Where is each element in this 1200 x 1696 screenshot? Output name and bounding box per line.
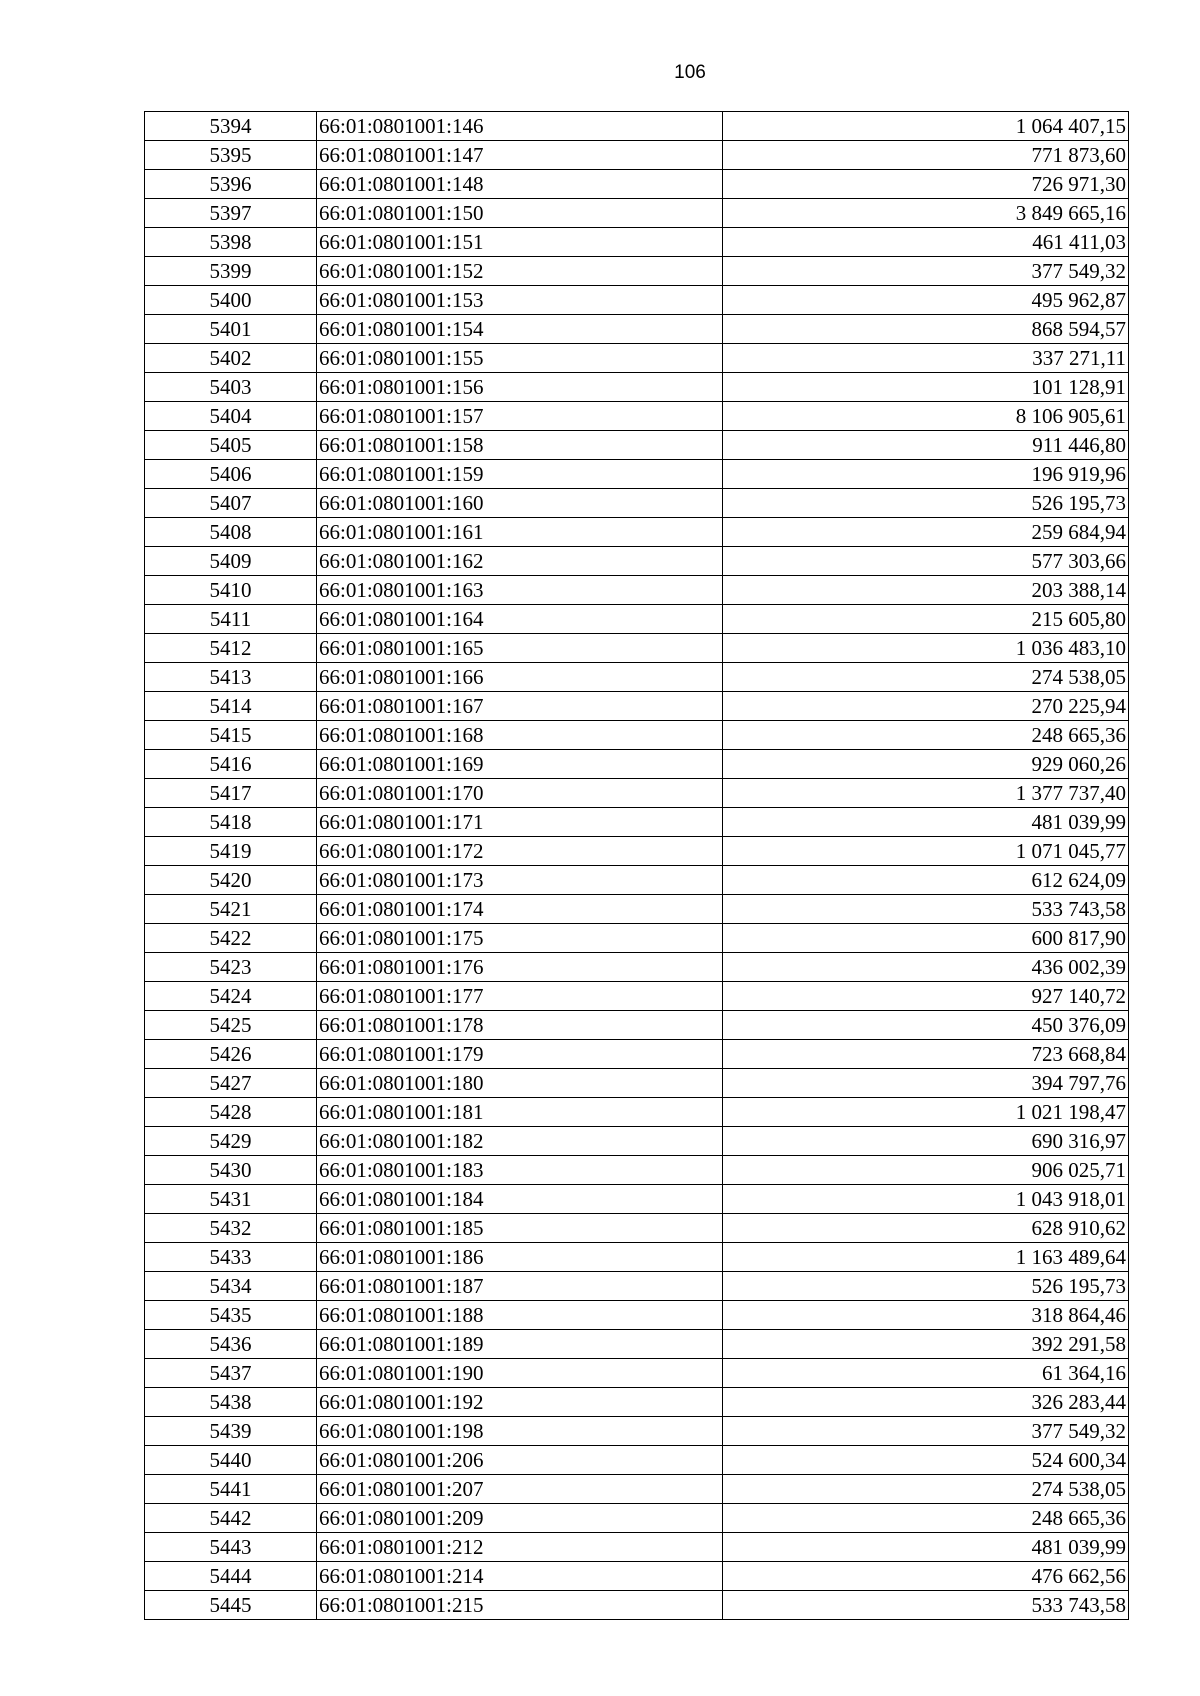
cadastral-number: 66:01:0801001:175 — [317, 924, 723, 953]
row-number: 5436 — [145, 1330, 317, 1359]
table-row — [145, 1533, 1129, 1562]
row-number: 5415 — [145, 721, 317, 750]
cadastral-number: 66:01:0801001:169 — [317, 750, 723, 779]
table-row — [145, 1069, 1129, 1098]
cadastral-value: 326 283,44 — [723, 1388, 1129, 1417]
table-row — [145, 199, 1129, 228]
cadastral-number: 66:01:0801001:161 — [317, 518, 723, 547]
table-row — [145, 1214, 1129, 1243]
row-number: 5396 — [145, 170, 317, 199]
row-number: 5422 — [145, 924, 317, 953]
cadastral-value-table — [144, 111, 1129, 1620]
cadastral-number: 66:01:0801001:206 — [317, 1446, 723, 1475]
table-row — [145, 837, 1129, 866]
cadastral-value: 61 364,16 — [723, 1359, 1129, 1388]
cadastral-number: 66:01:0801001:146 — [317, 112, 723, 141]
cadastral-value: 203 388,14 — [723, 576, 1129, 605]
cadastral-value: 461 411,03 — [723, 228, 1129, 257]
table-row — [145, 170, 1129, 199]
table-row — [145, 547, 1129, 576]
cadastral-value: 868 594,57 — [723, 315, 1129, 344]
cadastral-number: 66:01:0801001:177 — [317, 982, 723, 1011]
table-row — [145, 634, 1129, 663]
cadastral-number: 66:01:0801001:192 — [317, 1388, 723, 1417]
table-row — [145, 1504, 1129, 1533]
row-number: 5429 — [145, 1127, 317, 1156]
cadastral-number: 66:01:0801001:190 — [317, 1359, 723, 1388]
cadastral-value: 723 668,84 — [723, 1040, 1129, 1069]
row-number: 5410 — [145, 576, 317, 605]
cadastral-number: 66:01:0801001:165 — [317, 634, 723, 663]
cadastral-number: 66:01:0801001:214 — [317, 1562, 723, 1591]
row-number: 5416 — [145, 750, 317, 779]
cadastral-value: 526 195,73 — [723, 1272, 1129, 1301]
table-row — [145, 257, 1129, 286]
cadastral-value: 101 128,91 — [723, 373, 1129, 402]
row-number: 5425 — [145, 1011, 317, 1040]
cadastral-value: 526 195,73 — [723, 489, 1129, 518]
row-number: 5423 — [145, 953, 317, 982]
cadastral-value: 929 060,26 — [723, 750, 1129, 779]
table-row — [145, 1098, 1129, 1127]
table-row — [145, 1417, 1129, 1446]
table-row — [145, 1388, 1129, 1417]
cadastral-number: 66:01:0801001:159 — [317, 460, 723, 489]
row-number: 5398 — [145, 228, 317, 257]
cadastral-number: 66:01:0801001:182 — [317, 1127, 723, 1156]
cadastral-number: 66:01:0801001:180 — [317, 1069, 723, 1098]
row-number: 5420 — [145, 866, 317, 895]
row-number: 5402 — [145, 344, 317, 373]
row-number: 5399 — [145, 257, 317, 286]
row-number: 5438 — [145, 1388, 317, 1417]
cadastral-number: 66:01:0801001:183 — [317, 1156, 723, 1185]
cadastral-number: 66:01:0801001:188 — [317, 1301, 723, 1330]
cadastral-number: 66:01:0801001:148 — [317, 170, 723, 199]
row-number: 5395 — [145, 141, 317, 170]
cadastral-value: 377 549,32 — [723, 257, 1129, 286]
table-row — [145, 1301, 1129, 1330]
cadastral-value: 8 106 905,61 — [723, 402, 1129, 431]
row-number: 5437 — [145, 1359, 317, 1388]
cadastral-number: 66:01:0801001:187 — [317, 1272, 723, 1301]
table-row — [145, 1011, 1129, 1040]
cadastral-number: 66:01:0801001:155 — [317, 344, 723, 373]
table-body — [145, 112, 1129, 1620]
cadastral-number: 66:01:0801001:154 — [317, 315, 723, 344]
cadastral-number: 66:01:0801001:162 — [317, 547, 723, 576]
row-number: 5431 — [145, 1185, 317, 1214]
row-number: 5441 — [145, 1475, 317, 1504]
cadastral-value: 436 002,39 — [723, 953, 1129, 982]
table-row — [145, 866, 1129, 895]
table-row — [145, 605, 1129, 634]
cadastral-value: 392 291,58 — [723, 1330, 1129, 1359]
cadastral-number: 66:01:0801001:178 — [317, 1011, 723, 1040]
cadastral-value: 248 665,36 — [723, 721, 1129, 750]
table-row — [145, 924, 1129, 953]
cadastral-number: 66:01:0801001:212 — [317, 1533, 723, 1562]
cadastral-value: 248 665,36 — [723, 1504, 1129, 1533]
cadastral-value: 906 025,71 — [723, 1156, 1129, 1185]
row-number: 5432 — [145, 1214, 317, 1243]
cadastral-value: 481 039,99 — [723, 1533, 1129, 1562]
table-row — [145, 576, 1129, 605]
cadastral-number: 66:01:0801001:198 — [317, 1417, 723, 1446]
cadastral-number: 66:01:0801001:156 — [317, 373, 723, 402]
cadastral-value: 1 043 918,01 — [723, 1185, 1129, 1214]
cadastral-number: 66:01:0801001:186 — [317, 1243, 723, 1272]
row-number: 5405 — [145, 431, 317, 460]
row-number: 5418 — [145, 808, 317, 837]
table-row — [145, 460, 1129, 489]
cadastral-value: 577 303,66 — [723, 547, 1129, 576]
table-row — [145, 228, 1129, 257]
cadastral-value: 771 873,60 — [723, 141, 1129, 170]
cadastral-number: 66:01:0801001:157 — [317, 402, 723, 431]
cadastral-number: 66:01:0801001:172 — [317, 837, 723, 866]
cadastral-value: 1 163 489,64 — [723, 1243, 1129, 1272]
table-row — [145, 1243, 1129, 1272]
cadastral-value: 524 600,34 — [723, 1446, 1129, 1475]
row-number: 5397 — [145, 199, 317, 228]
cadastral-number: 66:01:0801001:153 — [317, 286, 723, 315]
cadastral-number: 66:01:0801001:167 — [317, 692, 723, 721]
table-row — [145, 1127, 1129, 1156]
cadastral-value: 481 039,99 — [723, 808, 1129, 837]
cadastral-number: 66:01:0801001:150 — [317, 199, 723, 228]
table-row — [145, 1156, 1129, 1185]
cadastral-value: 612 624,09 — [723, 866, 1129, 895]
cadastral-number: 66:01:0801001:215 — [317, 1591, 723, 1620]
cadastral-value: 377 549,32 — [723, 1417, 1129, 1446]
row-number: 5421 — [145, 895, 317, 924]
table-row — [145, 315, 1129, 344]
cadastral-value: 1 377 737,40 — [723, 779, 1129, 808]
cadastral-number: 66:01:0801001:184 — [317, 1185, 723, 1214]
cadastral-number: 66:01:0801001:160 — [317, 489, 723, 518]
row-number: 5442 — [145, 1504, 317, 1533]
table-row — [145, 1272, 1129, 1301]
cadastral-value: 3 849 665,16 — [723, 199, 1129, 228]
row-number: 5427 — [145, 1069, 317, 1098]
table-row — [145, 953, 1129, 982]
cadastral-value: 196 919,96 — [723, 460, 1129, 489]
row-number: 5444 — [145, 1562, 317, 1591]
table-row — [145, 663, 1129, 692]
table-row — [145, 344, 1129, 373]
row-number: 5404 — [145, 402, 317, 431]
row-number: 5403 — [145, 373, 317, 402]
cadastral-value: 533 743,58 — [723, 895, 1129, 924]
cadastral-number: 66:01:0801001:185 — [317, 1214, 723, 1243]
table-row — [145, 1330, 1129, 1359]
row-number: 5400 — [145, 286, 317, 315]
cadastral-number: 66:01:0801001:173 — [317, 866, 723, 895]
cadastral-number: 66:01:0801001:163 — [317, 576, 723, 605]
row-number: 5428 — [145, 1098, 317, 1127]
row-number: 5424 — [145, 982, 317, 1011]
row-number: 5434 — [145, 1272, 317, 1301]
row-number: 5414 — [145, 692, 317, 721]
row-number: 5412 — [145, 634, 317, 663]
table-row — [145, 1446, 1129, 1475]
cadastral-value: 533 743,58 — [723, 1591, 1129, 1620]
table-row — [145, 779, 1129, 808]
row-number: 5445 — [145, 1591, 317, 1620]
cadastral-value: 450 376,09 — [723, 1011, 1129, 1040]
table-row — [145, 1185, 1129, 1214]
row-number: 5406 — [145, 460, 317, 489]
row-number: 5394 — [145, 112, 317, 141]
cadastral-number: 66:01:0801001:170 — [317, 779, 723, 808]
cadastral-value: 1 036 483,10 — [723, 634, 1129, 663]
cadastral-value: 600 817,90 — [723, 924, 1129, 953]
table-row — [145, 402, 1129, 431]
row-number: 5408 — [145, 518, 317, 547]
table-row — [145, 721, 1129, 750]
row-number: 5433 — [145, 1243, 317, 1272]
table-row — [145, 112, 1129, 141]
cadastral-value: 337 271,11 — [723, 344, 1129, 373]
cadastral-number: 66:01:0801001:174 — [317, 895, 723, 924]
table-row — [145, 1562, 1129, 1591]
cadastral-number: 66:01:0801001:171 — [317, 808, 723, 837]
cadastral-number: 66:01:0801001:158 — [317, 431, 723, 460]
table-row — [145, 1475, 1129, 1504]
cadastral-value: 628 910,62 — [723, 1214, 1129, 1243]
row-number: 5407 — [145, 489, 317, 518]
cadastral-value: 495 962,87 — [723, 286, 1129, 315]
row-number: 5409 — [145, 547, 317, 576]
table-row — [145, 373, 1129, 402]
cadastral-number: 66:01:0801001:152 — [317, 257, 723, 286]
cadastral-value: 274 538,05 — [723, 663, 1129, 692]
table-row — [145, 489, 1129, 518]
cadastral-number: 66:01:0801001:151 — [317, 228, 723, 257]
row-number: 5419 — [145, 837, 317, 866]
table-row — [145, 286, 1129, 315]
cadastral-value: 1 071 045,77 — [723, 837, 1129, 866]
table-row — [145, 1591, 1129, 1620]
table-row — [145, 1040, 1129, 1069]
table-row — [145, 431, 1129, 460]
cadastral-number: 66:01:0801001:189 — [317, 1330, 723, 1359]
table-row — [145, 982, 1129, 1011]
cadastral-value: 394 797,76 — [723, 1069, 1129, 1098]
row-number: 5439 — [145, 1417, 317, 1446]
cadastral-number: 66:01:0801001:168 — [317, 721, 723, 750]
cadastral-value: 1 064 407,15 — [723, 112, 1129, 141]
cadastral-number: 66:01:0801001:179 — [317, 1040, 723, 1069]
cadastral-value: 476 662,56 — [723, 1562, 1129, 1591]
cadastral-number: 66:01:0801001:164 — [317, 605, 723, 634]
row-number: 5417 — [145, 779, 317, 808]
cadastral-number: 66:01:0801001:209 — [317, 1504, 723, 1533]
cadastral-number: 66:01:0801001:176 — [317, 953, 723, 982]
row-number: 5401 — [145, 315, 317, 344]
cadastral-value: 259 684,94 — [723, 518, 1129, 547]
row-number: 5413 — [145, 663, 317, 692]
cadastral-number: 66:01:0801001:207 — [317, 1475, 723, 1504]
table-row — [145, 1359, 1129, 1388]
cadastral-value: 927 140,72 — [723, 982, 1129, 1011]
cadastral-number: 66:01:0801001:147 — [317, 141, 723, 170]
cadastral-value: 690 316,97 — [723, 1127, 1129, 1156]
cadastral-value: 726 971,30 — [723, 170, 1129, 199]
table-row — [145, 895, 1129, 924]
page-number: 106 — [674, 62, 706, 83]
table-row — [145, 518, 1129, 547]
cadastral-number: 66:01:0801001:181 — [317, 1098, 723, 1127]
row-number: 5426 — [145, 1040, 317, 1069]
row-number: 5430 — [145, 1156, 317, 1185]
cadastral-value: 1 021 198,47 — [723, 1098, 1129, 1127]
row-number: 5443 — [145, 1533, 317, 1562]
cadastral-value: 215 605,80 — [723, 605, 1129, 634]
cadastral-number: 66:01:0801001:166 — [317, 663, 723, 692]
row-number: 5440 — [145, 1446, 317, 1475]
table-row — [145, 692, 1129, 721]
table-row — [145, 141, 1129, 170]
table-row — [145, 750, 1129, 779]
row-number: 5411 — [145, 605, 317, 634]
row-number: 5435 — [145, 1301, 317, 1330]
table-row — [145, 808, 1129, 837]
cadastral-value: 318 864,46 — [723, 1301, 1129, 1330]
cadastral-value: 274 538,05 — [723, 1475, 1129, 1504]
cadastral-value: 270 225,94 — [723, 692, 1129, 721]
cadastral-value: 911 446,80 — [723, 431, 1129, 460]
